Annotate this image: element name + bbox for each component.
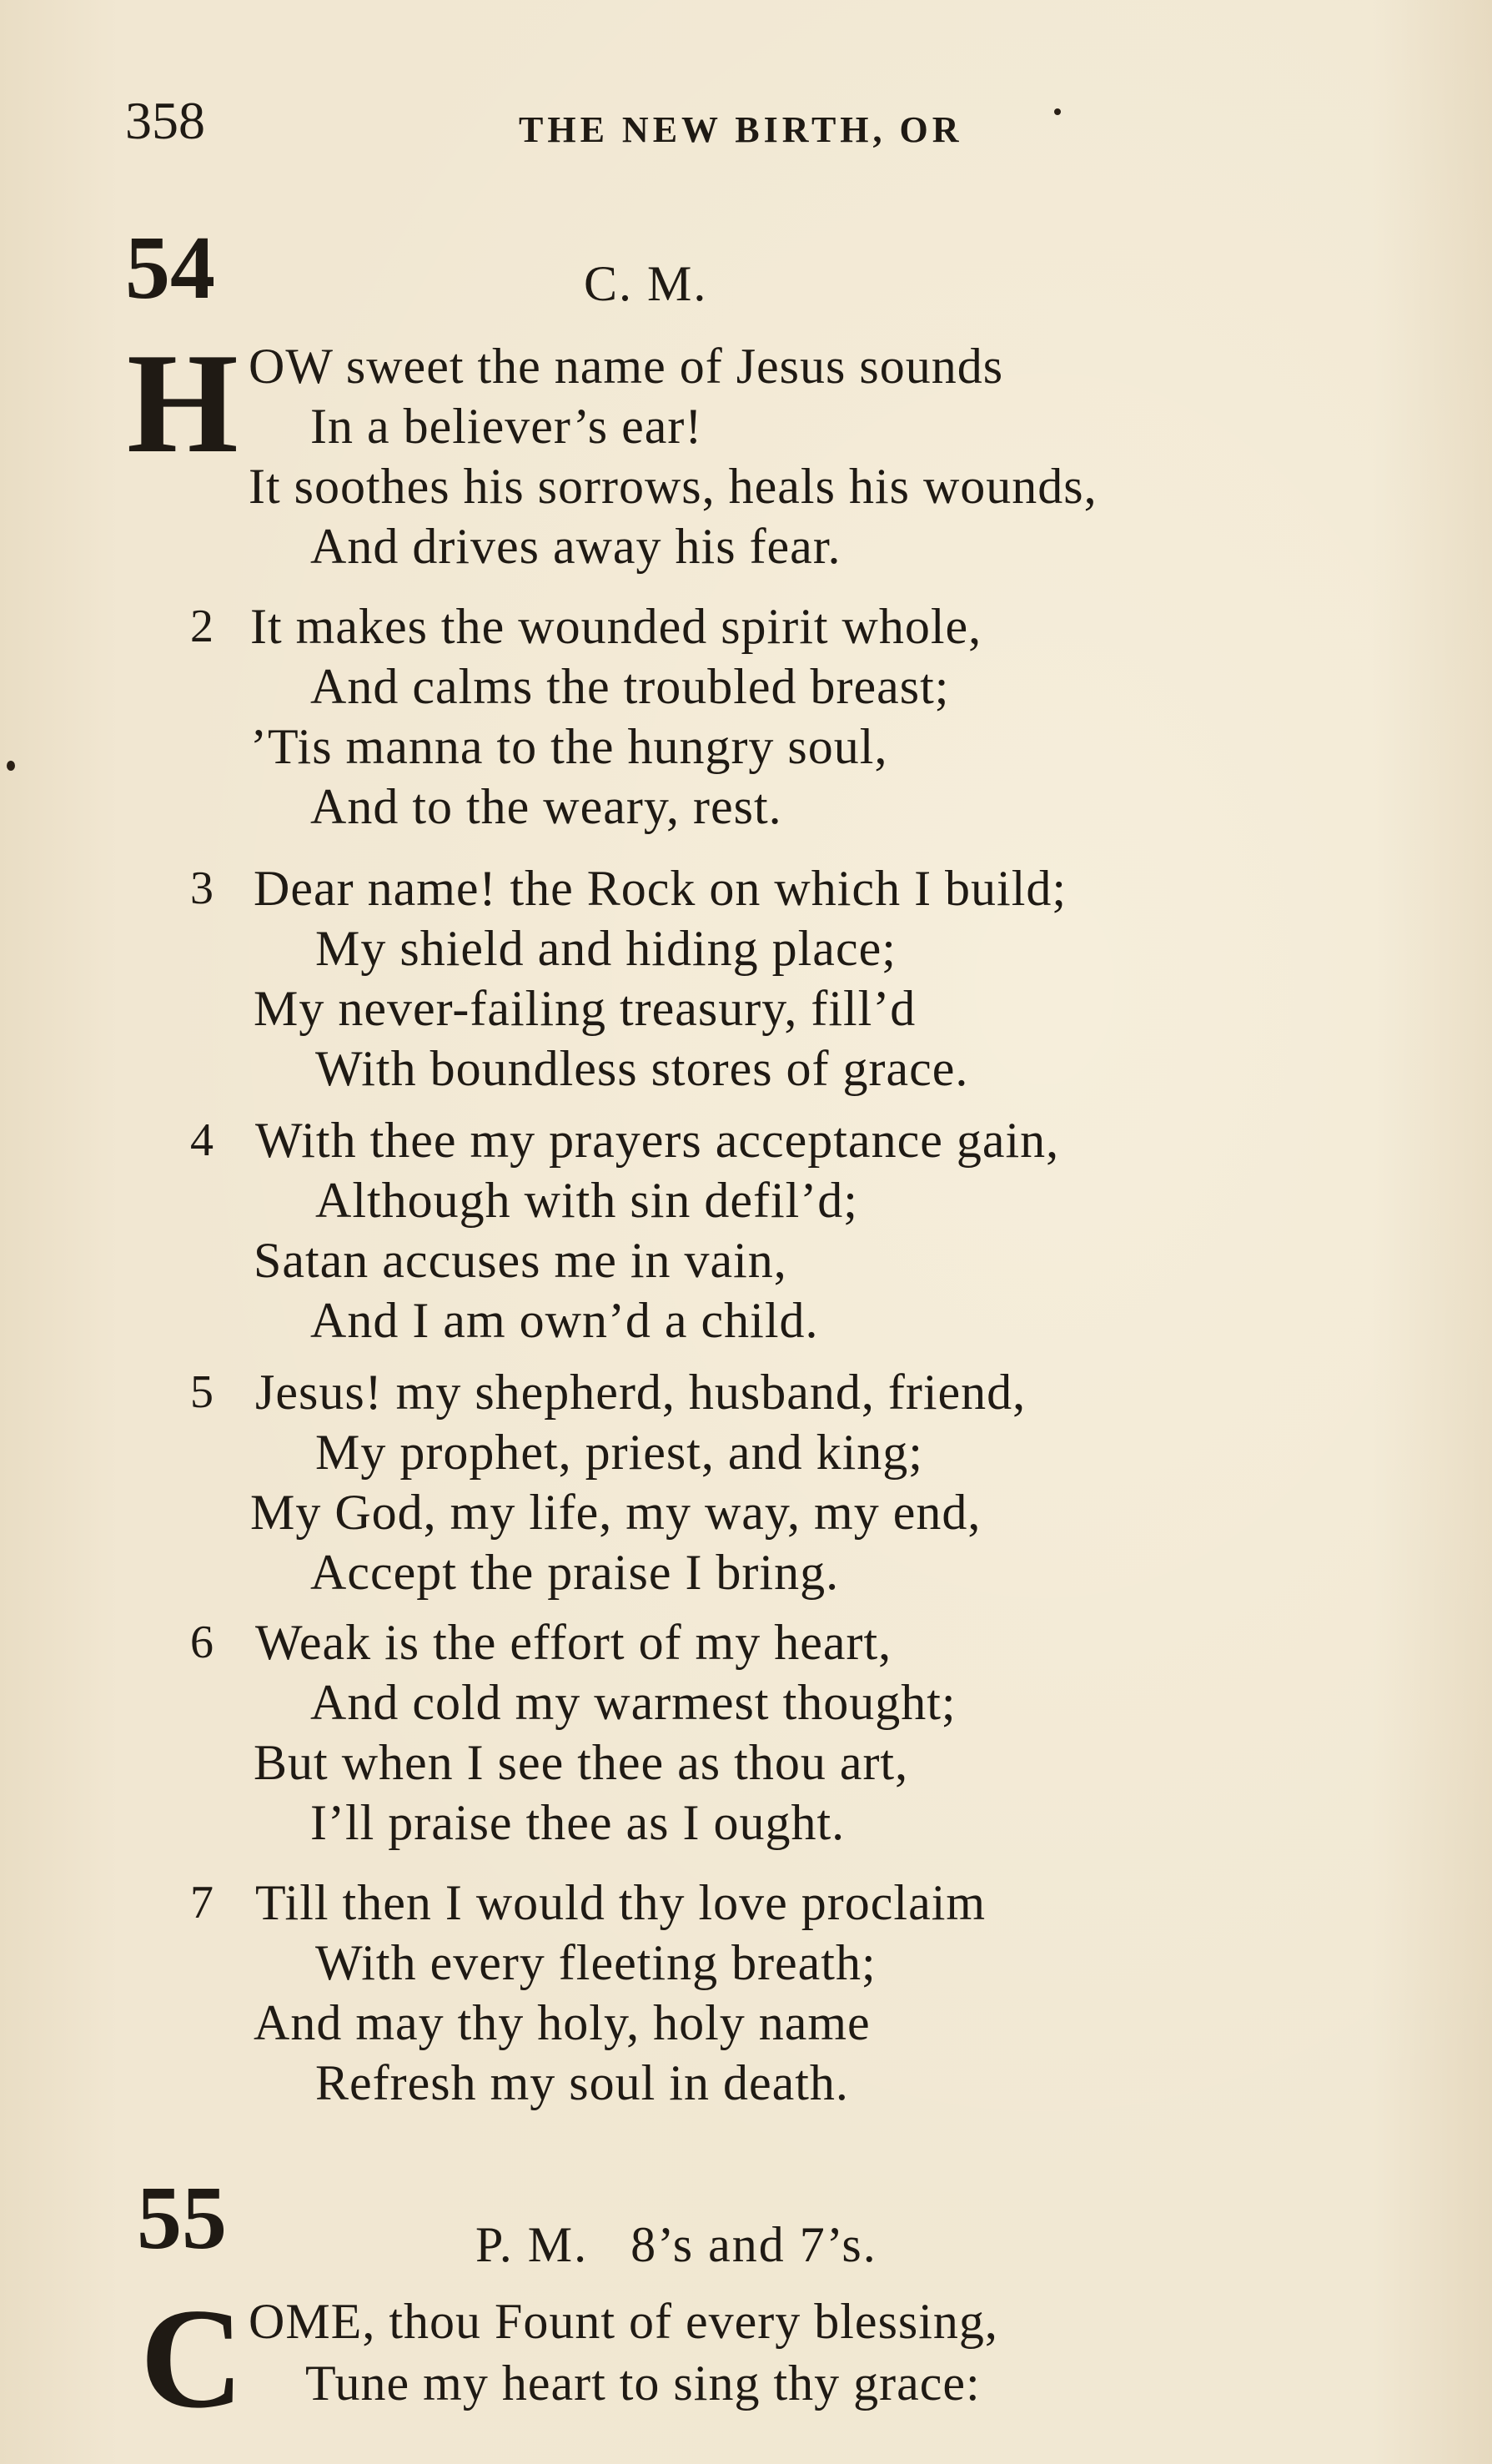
verse-line: OW sweet the name of Jesus sounds (249, 339, 1004, 394)
verse-line: My never-failing treasury, fill’d (254, 981, 917, 1036)
verse-line: And to the weary, rest. (310, 779, 782, 834)
verse-line: It makes the wounded spirit whole, (250, 599, 982, 654)
verse-line: And calms the troubled breast; (310, 659, 950, 714)
verse-number: 7 (190, 1877, 214, 1928)
verse-line: Refresh my soul in death. (315, 2055, 849, 2110)
verse-number: 6 (190, 1617, 214, 1668)
verse-line: And drives away his fear. (310, 519, 841, 574)
verse-line: And may thy holy, holy name (254, 1995, 871, 2050)
verse-line: Tune my heart to sing thy grace: (305, 2356, 981, 2411)
ink-speck (1054, 108, 1061, 115)
drop-cap: C (140, 2280, 244, 2438)
drop-cap: H (127, 324, 239, 483)
verse-line: And I am own’d a child. (310, 1293, 819, 1348)
ink-speck (7, 761, 15, 771)
verse-number: 3 (190, 862, 214, 914)
hymn-meter: C. M. (584, 256, 708, 311)
running-title: THE NEW BIRTH, OR (519, 109, 963, 150)
verse-line: Although with sin defil’d; (315, 1173, 858, 1228)
verse-line: With every fleeting breath; (315, 1935, 877, 1990)
page-number: 358 (125, 91, 205, 150)
verse-line: My God, my life, my way, my end, (250, 1485, 982, 1540)
verse-line: My shield and hiding place; (315, 921, 897, 976)
verse-line: Dear name! the Rock on which I build; (254, 861, 1068, 916)
hymn-meter: P. M. 8’s and 7’s. (475, 2217, 877, 2272)
verse-line: Weak is the effort of my heart, (255, 1615, 892, 1670)
verse-number: 2 (190, 601, 214, 652)
verse-line: With boundless stores of grace. (315, 1041, 969, 1096)
verse-line: Jesus! my shepherd, husband, friend, (255, 1365, 1027, 1420)
verse-number: 5 (190, 1366, 214, 1418)
verse-line: Till then I would thy love proclaim (255, 1875, 987, 1930)
verse-line: OME, thou Fount of every blessing, (249, 2294, 998, 2349)
hymn-number: 55 (137, 2169, 227, 2268)
verse-line: It soothes his sorrows, heals his wounds, (249, 459, 1098, 514)
verse-line: I’ll praise thee as I ought. (310, 1795, 846, 1850)
verse-line: ’Tis manna to the hungry soul, (250, 719, 888, 774)
hymn-number: 54 (125, 219, 215, 318)
verse-line: Accept the praise I bring. (310, 1545, 840, 1600)
verse-number: 4 (190, 1114, 214, 1166)
verse-line: With thee my prayers acceptance gain, (255, 1113, 1060, 1168)
verse-line: My prophet, priest, and king; (315, 1425, 923, 1480)
verse-line: But when I see thee as thou art, (254, 1735, 909, 1790)
verse-line: Satan accuses me in vain, (254, 1233, 787, 1288)
verse-line: And cold my warmest thought; (310, 1675, 957, 1730)
verse-line: In a believer’s ear! (310, 399, 703, 454)
